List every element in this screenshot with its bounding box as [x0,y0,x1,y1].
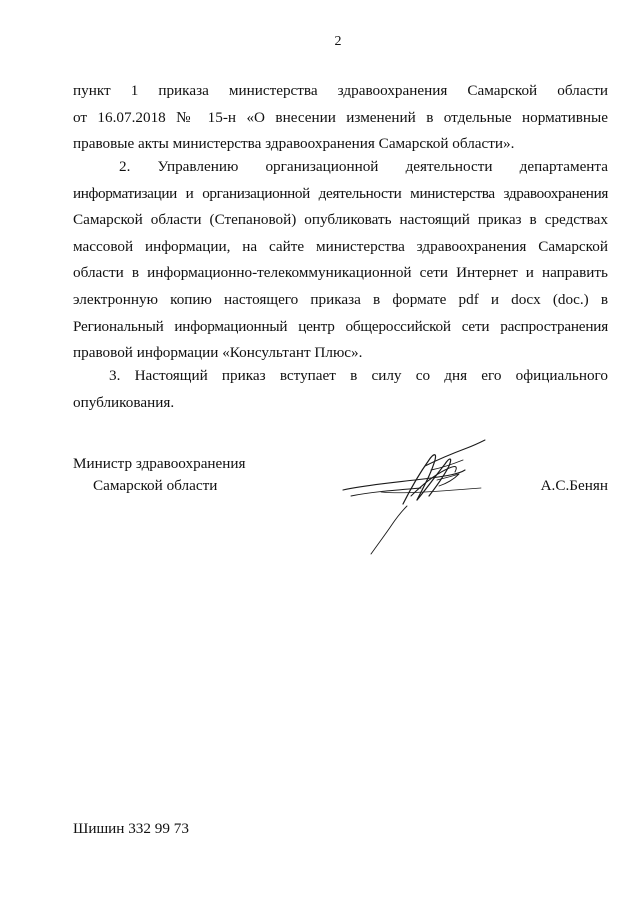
handwritten-signature [341,430,491,556]
paragraph-2 [73,154,608,367]
paragraph-1-line-2: от 16.07.2018 № 15-н «О внесении изменений в отдельные нормативные [73,108,608,126]
paragraph-1-line-1: пункт 1 приказа министерства здравоохранения Самарской области [73,82,608,99]
signer-name: А.С.Бенян [540,477,608,494]
paragraph-2-line-1: 2. Управлению организационной деятельности департамента [119,158,608,175]
paragraph-3 [73,363,608,416]
paragraph-3-line-1: 3. Настоящий приказ вступает в силу со дня его официального [109,367,608,384]
paragraph-2-line-2: информатизации и организационной деятельности министерства здравоохранения [73,184,608,202]
paragraph-1-line-3: правовые акты министерства здравоохранения Самарской области». [73,135,515,153]
paragraph-2-line-8: правовой информации «Консультант Плюс». [73,344,363,362]
paragraph-2-line-7: Региональный информационный центр общероссийской сети распространения [73,317,608,335]
signature-block [73,452,608,572]
paragraph-2-line-3: Самарской области (Степановой) опубликовать настоящий приказ в средствах [73,211,608,229]
paragraph-2-line-5: области в информационно-телекоммуникационной сети Интернет и направить [73,264,608,282]
paragraph-2-line-6: электронную копию настоящего приказа в формате pdf и docx (doc.) в [73,290,608,308]
page-number: 2 [334,34,342,49]
signer-title-line-1: Министр здравоохранения [73,455,246,472]
signer-title-line-2: Самарской области [93,477,218,494]
paragraph-3-line-2: опубликования. [73,393,175,411]
paragraph-2-line-4: массовой информации, на сайте министерства здравоохранения Самарской [73,237,608,255]
paragraph-1 [73,78,608,158]
executor-contact: Шишин 332 99 73 [73,820,189,837]
